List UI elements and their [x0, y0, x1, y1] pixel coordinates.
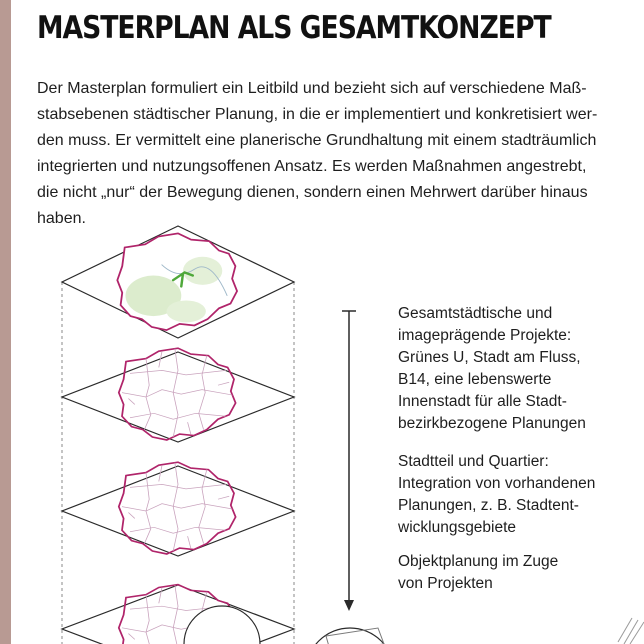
- legend-line: Integration von vorhandenen: [398, 475, 596, 492]
- legend-line: Objektplanung im Zuge: [398, 553, 559, 570]
- layer-city-districts: [62, 348, 294, 442]
- legend-line: B14, eine lebenswerte: [398, 371, 552, 388]
- legend-object-level: [398, 551, 638, 595]
- layer-object: [62, 585, 294, 644]
- intro-line: stabsebenen städtischer Planung, in die er implementiert und konkretisiert wer-: [37, 106, 598, 123]
- legend-line: bezirkbezogene Planungen: [398, 415, 586, 432]
- intro-line: den muss. Er vermittelt eine planerische Grundhaltung mit einem stadträumlich: [37, 132, 597, 149]
- legend-city-level: [398, 303, 638, 435]
- legend-district-level: [398, 451, 638, 539]
- legend-line: Stadtteil und Quartier:: [398, 453, 549, 470]
- edge-hatching: [618, 618, 644, 644]
- intro-line: die nicht „nur“ der Bewegung dienen, sondern einen Mehrwert darüber hinaus: [37, 184, 588, 201]
- intro-line: integrierten und nutzungsoffenen Ansatz. Es werden Maßnahmen angestrebt,: [37, 158, 587, 175]
- legend-line: wicklungsgebiete: [398, 519, 517, 536]
- legend-line: von Projekten: [398, 575, 493, 592]
- intro-line: haben.: [37, 210, 86, 227]
- legend-line: Innenstadt für alle Stadt-: [398, 393, 567, 410]
- legend-line: Gesamtstädtische und: [398, 305, 553, 322]
- legend-line: Grünes U, Stadt am Fluss,: [398, 349, 581, 366]
- legend-line: Planungen, z. B. Stadtent-: [398, 497, 579, 514]
- scale-arrow: [342, 311, 356, 611]
- layer-district: [62, 462, 294, 556]
- object-plan-circle: [306, 628, 394, 644]
- page-title: MASTERPLAN ALS GESAMTKONZEPT: [37, 10, 551, 46]
- legend-line: imageprägende Projekte:: [398, 327, 572, 344]
- intro-line: Der Masterplan formuliert ein Leitbild und bezieht sich auf verschiedene Maß-: [37, 80, 587, 97]
- layer-city: [62, 226, 294, 338]
